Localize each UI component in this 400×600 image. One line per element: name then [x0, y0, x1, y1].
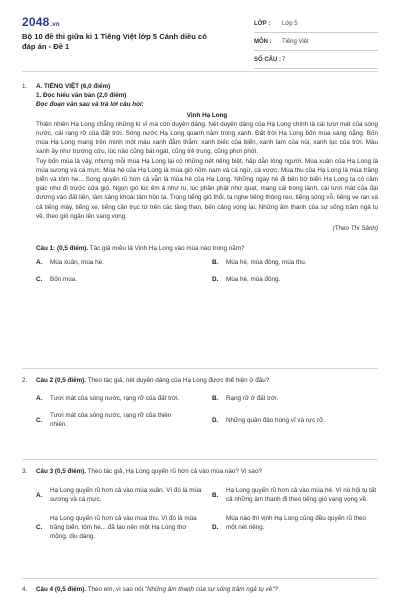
answer-option[interactable]: D. Mùa hè, mùa đông. [212, 276, 281, 284]
document-title: Bộ 10 đề thi giữa kì 1 Tiếng Việt lớp 5 Cánh diều có đáp án - Đề 1 [22, 32, 207, 51]
meta-row-subject [254, 33, 378, 51]
divider [22, 459, 378, 460]
item-number: 2. [22, 377, 28, 384]
question-stem: Câu 3 (0,5 điểm). Theo tác giả, Hạ Long quyến rũ hơn cả vào mùa nào? Vì sao? [36, 468, 262, 475]
answer-option[interactable]: C. Hạ Long quyến rũ hơn cả vào mùa thu. Vì đó là mùa trăng biển, tôm he... đã tạo nên một Hạ Long thơ mộng, dịu dàng. [36, 515, 197, 540]
answer-option[interactable]: A. Mùa xuân, mùa hè. [36, 259, 104, 267]
answer-option[interactable]: D. Mùa nào thì vịnh Hạ Long cũng đều quyến rũ theo một nét riêng. [212, 515, 367, 531]
answer-option[interactable]: B. Rạng rỡ ở đất trời. [212, 395, 279, 402]
meta-label: LỚP : [254, 20, 271, 27]
answer-option[interactable]: C. Bốn mùa. [36, 276, 77, 284]
question-4 [22, 585, 378, 594]
answer-option[interactable]: D. Những quần đảo hùng vĩ và rực rỡ. [212, 416, 326, 424]
subsection-heading: 1. Đọc hiểu văn bản (2,0 điểm) [36, 92, 127, 100]
section-heading: A. TIẾNG VIỆT (6,0 điểm) [36, 83, 111, 90]
question-stem: Câu 1: (0,5 điểm). Tác giả miêu tả Vịnh Hạ Long vào mùa nào trong năm? [36, 245, 245, 253]
divider [22, 368, 378, 369]
site-logo[interactable] [22, 15, 60, 29]
passage-title: Vịnh Hạ Long [186, 111, 228, 119]
question-stem: Câu 2 (0,5 điểm). Theo tác giả, nét duyên dáng của Hạ Long được thể hiện ở đâu? [36, 377, 270, 384]
answer-option[interactable]: C. Tươi mát của sóng nước, rạng rỡ của thiên nhiên. [36, 412, 172, 428]
instruction: Đọc đoạn văn sau và trả lời câu hỏi: [36, 101, 144, 109]
meta-label: SỐ CÂU : [254, 56, 281, 63]
answer-option[interactable]: A. Tươi mát của sóng nước, rạng rỡ của đất trời. [36, 395, 180, 402]
meta-row-count [254, 51, 378, 69]
passage-paragraph: Tuy bốn mùa là vậy, nhưng mỗi mùa Hạ Long lại có những nét riêng biệt, hấp dẫn lòng người. Mùa xuân của Hạ Long là mùa sương và cá mực. Mùa hè của Hạ Long là mùa gió nồm nam và cá ngừ, cá vược. Mùa thu của Hạ Long là mùa trăng biển và tôm he... Song quyến rũ hơn cả vẫn là mùa hè của Hạ Long. Những ngày hè đi bên bờ biển Hạ Long ta có cảm giác như đi trước cửa gió. Ngọn gió lúc êm ả như ru, lúc phần phật như quạt, mang cái trong lành, cái tươi mát của đại dương vào đất liền, làm sảng khoái tâm hồn ta. Trong tiếng gió thổi, ta nghe tiếng thông reo, tiếng sóng vỗ, tiếng ve ran và cả tiếng máy, tiếng xe, tiếng cần trục từ trên các tầng than, bến cảng vọng lại. Những âm thanh của sự sống trăm ngả tụ về, theo gió ngân lên vang vọng. [36, 157, 378, 220]
question-3 [22, 467, 378, 541]
answer-option[interactable]: B. Mùa hè, mùa đông, mùa thu. [212, 259, 307, 267]
question-1 [36, 244, 378, 284]
meta-value: 7 [282, 56, 286, 63]
passage-paragraph: Thiên nhiên Hạ Long chẳng những kì vĩ mà còn duyên dáng. Nét duyên dáng của Hạ Long chính là cái tươi mát của sóng nước, cái rạng rỡ của đất trời. Sóng nước Hạ Long quanh năm trong xanh. Đất trời Hạ Long bốn mùa sáng nắng. Bốn mùa Hạ Long mang trên mình một màu xanh đằm thắm: xanh biếc của biển, xanh lam của núi, xanh lục của trời. Màu xanh ấy như trường cửu, lúc nào cũng bát ngát, cũng trẻ trung, cũng phơi phới. [36, 120, 378, 156]
item-number: 1. [22, 83, 28, 90]
page-header [0, 0, 400, 70]
question-stem: Câu 4 (0,5 điểm). Theo em, vì sao nói "Những âm thanh của sự sống trăm ngả tụ về"? [36, 586, 278, 593]
logo-sub: .vn [50, 22, 60, 28]
item-number: 3. [22, 468, 28, 475]
answer-option[interactable]: A. Hạ Long quyến rũ hơn cả vào mùa xuân. Vì đó là mùa sương và cá mực. [36, 487, 202, 503]
passage-source: (Theo Thi Sảnh) [332, 225, 378, 233]
document-meta [254, 15, 378, 69]
item-number: 4. [22, 586, 28, 593]
divider [22, 578, 378, 579]
logo-main: 2048 [22, 15, 50, 29]
meta-row-grade [254, 15, 378, 33]
question-2 [22, 376, 378, 429]
meta-value: Tiếng Việt [282, 38, 309, 45]
divider [22, 71, 378, 72]
meta-value: Lớp 5 [282, 20, 298, 27]
reading-section [22, 82, 378, 284]
meta-label: MÔN : [254, 38, 272, 45]
answer-option[interactable]: B. Hạ Long quyến rũ hơn cả vào mùa hè. Vì nó hội tụ tất cả những âm thanh đi theo tiếng gió vang vọng về. [212, 487, 377, 503]
